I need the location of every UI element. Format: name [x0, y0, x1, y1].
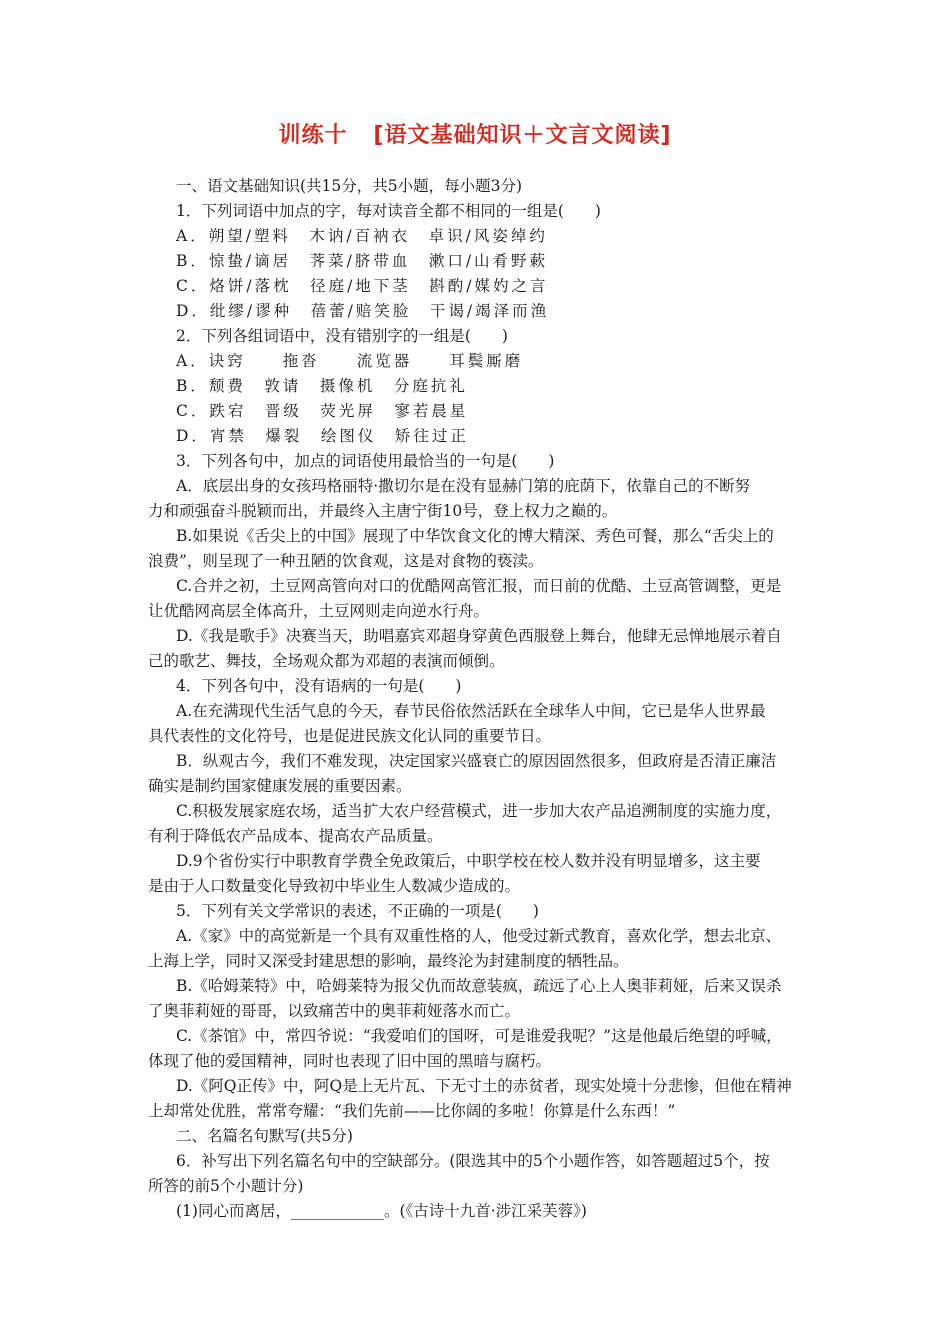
q1-stem: 1．下列词语中加点的字，每对读音全都不相同的一组是( )	[176, 202, 601, 220]
q2-option-d: D．宵禁 爆裂 绘图仪 矫往过正	[176, 427, 469, 445]
q3-option-b-line1: B.如果说《舌尖上的中国》展现了中华饮食文化的博大精深、秀色可餐，那么“舌尖上的	[176, 527, 774, 545]
q3-option-c-line1: C.合并之初，土豆网高管向对口的优酷网高管汇报，而日前的优酷、土豆高管调整，更是	[176, 577, 782, 595]
q5-stem: 5．下列有关文学常识的表述，不正确的一项是( )	[176, 902, 539, 920]
q2-option-a: A．诀窍 拖沓 流览器 耳鬓厮磨	[176, 352, 524, 370]
q5-option-c-line2: 体现了他的爱国精神，同时也表现了旧中国的黑暗与腐朽。	[148, 1052, 552, 1070]
q4-option-a-line1: A.在充满现代生活气息的今天，春节民俗依然活跃在全球华人中间，它已是华人世界最	[176, 702, 766, 720]
q1-option-d: D．纰缪/谬种 蓓蕾/赔笑脸 干谒/竭泽而渔	[176, 302, 550, 320]
q2-option-b: B．颓费 敦请 摄像机 分庭抗礼	[176, 377, 468, 395]
q1-option-b: B．惊蛰/谪居 荠菜/脐带血 漱口/山肴野蔌	[176, 252, 549, 270]
q4-option-a-line2: 具代表性的文化符号，也是促进民族文化认同的重要节日。	[148, 727, 552, 745]
q6-item-1: (1)同心而离居，____________。(《古诗十九首·涉江采芙蓉》)	[176, 1202, 587, 1220]
q2-stem: 2．下列各组词语中，没有错别字的一组是( )	[176, 327, 508, 345]
q5-option-d-line2: 上却常处优胜，常常夸耀：“我们先前——比你阔的多啦！你算是什么东西！”	[148, 1102, 676, 1120]
q5-option-a-line1: A.《家》中的高觉新是一个具有双重性格的人，他受过新式教育，喜欢化学，想去北京、	[176, 927, 782, 945]
q3-option-d-line2: 己的歌艺、舞技，全场观众都为邓超的表演而倾倒。	[148, 652, 505, 670]
q4-option-d-line2: 是由于人口数量变化导致初中毕业生人数减少造成的。	[148, 877, 521, 895]
section1-heading: 一、语文基础知识(共15分，共5小题，每小题3分)	[176, 177, 523, 195]
q6-stem-line1: 6．补写出下列名篇名句中的空缺部分。(限选其中的5个小题作答，如答题超过5个，按	[176, 1152, 770, 1170]
q3-option-c-line2: 让优酷网高层全体高升，土豆网则走向逆水行舟。	[148, 602, 490, 620]
q4-option-c-line1: C.积极发展家庭农场，适当扩大农户经营模式，进一步加大农产品追溯制度的实施力度，	[176, 802, 782, 820]
section2-heading: 二、名篇名句默写(共5分)	[176, 1127, 353, 1145]
q1-option-c: C．烙饼/落枕 径庭/地下茎 斟酌/媒妁之言	[176, 277, 549, 295]
q5-option-d-line1: D.《阿Q正传》中，阿Q是上无片瓦、下无寸土的赤贫者，现实处境十分悲惨，但他在精神	[176, 1077, 792, 1095]
q4-option-b-line2: 确实是制约国家健康发展的重要因素。	[148, 777, 412, 795]
q4-stem: 4．下列各句中，没有语病的一句是( )	[176, 677, 462, 695]
q4-option-d-line1: D.9个省份实行中职教育学费全免政策后，中职学校在校人数并没有明显增多，这主要	[176, 852, 761, 870]
q3-option-d-line1: D.《我是歌手》决赛当天，助唱嘉宾邓超身穿黄色西服登上舞台，他肆无忌惮地展示着自	[176, 627, 782, 645]
q2-option-c: C．跌宕 晋级 荧光屏 寥若晨星	[176, 402, 469, 420]
q3-option-b-line2: 浪费”，则呈现了一种丑陋的饮食观，这是对食物的亵渎。	[148, 552, 544, 570]
q6-stem-line2: 所答的前5个小题计分)	[148, 1177, 304, 1195]
q4-option-c-line2: 有利于降低农产品成本、提高农产品质量。	[148, 827, 443, 845]
q3-option-a-line2: 力和顽强奋斗脱颖而出，并最终入主唐宁街10号，登上权力之巅的。	[148, 502, 618, 520]
q3-stem: 3．下列各句中，加点的词语使用最恰当的一句是( )	[176, 452, 555, 470]
q3-option-a-line1: A．底层出身的女孩玛格丽特·撒切尔是在没有显赫门第的庇荫下，依靠自己的不断努	[176, 477, 751, 495]
page-title: 训练十 [语文基础知识＋文言文阅读]	[278, 123, 672, 148]
q5-option-a-line2: 上海上学，同时又深受封建思想的影响，最终沦为封建制度的牺牲品。	[148, 952, 629, 970]
q1-option-a: A．朔望/塑料 木讷/百衲衣 卓识/风姿绰约	[176, 227, 548, 245]
q5-option-c-line1: C.《茶馆》中，常四爷说：“我爱咱们的国呀，可是谁爱我呢？”这是他最后绝望的呼喊，	[176, 1027, 782, 1045]
q4-option-b-line1: B．纵观古今，我们不难发现，决定国家兴盛衰亡的原因固然很多，但政府是否清正廉洁	[176, 752, 777, 770]
q5-option-b-line1: B.《哈姆莱特》中，哈姆莱特为报父仇而故意装疯，疏远了心上人奥菲莉娅，后来又误杀	[176, 977, 782, 995]
q5-option-b-line2: 了奥菲莉娅的哥哥，以致痛苦中的奥菲莉娅落水而亡。	[148, 1002, 521, 1020]
